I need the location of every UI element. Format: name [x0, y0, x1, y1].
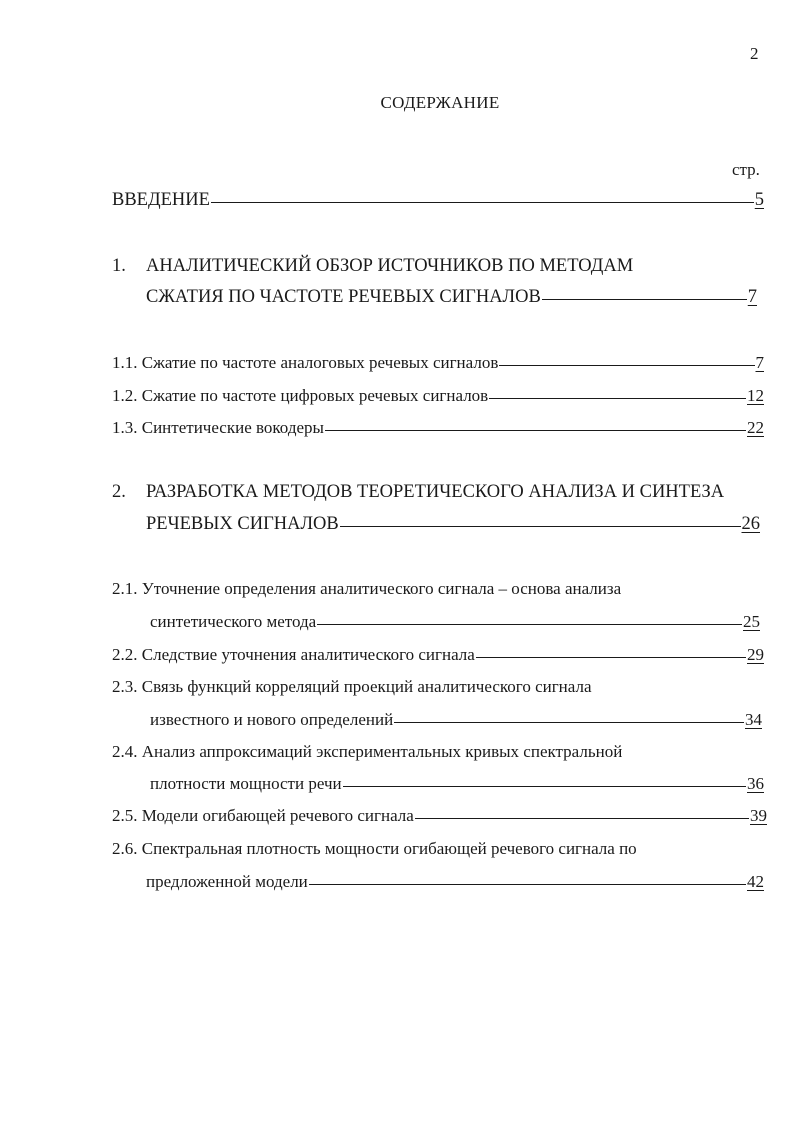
- toc-entry-2-2: [112, 645, 764, 665]
- toc-entry-title: РЕЧЕВЫХ СИГНАЛОВ: [146, 514, 339, 534]
- chapter-2-title-line1: РАЗРАБОТКА МЕТОДОВ ТЕОРЕТИЧЕСКОГО АНАЛИЗА И СИНТЕЗА: [146, 482, 725, 502]
- leader-line: [343, 786, 746, 787]
- page-number: 2: [750, 44, 759, 63]
- toc-entry-1-2: [112, 386, 764, 406]
- toc-entry-intro: [112, 190, 764, 211]
- toc-entry-2-4: [150, 774, 764, 794]
- toc-entry-title: известного и нового определений: [150, 710, 394, 729]
- leader-line: [415, 818, 749, 819]
- toc-entry-2-6: [146, 872, 764, 892]
- leader-line: [476, 657, 746, 658]
- toc-entry-2-3: [150, 710, 762, 730]
- page-column-label: стр.: [732, 160, 760, 179]
- chapter-2-title-line2: [146, 514, 760, 535]
- leader-line: [394, 722, 744, 723]
- toc-entry-2-1-line1: 2.1. Уточнение определения аналитического сигнала – основа анализа: [112, 579, 622, 598]
- toc-entry-page: 12: [747, 386, 764, 405]
- toc-entry-page: 25: [743, 612, 760, 631]
- toc-entry-2-3-line1: 2.3. Связь функций корреляций проекций аналитического сигнала: [112, 677, 592, 696]
- toc-entry-page: 36: [747, 774, 764, 793]
- leader-line: [542, 299, 747, 300]
- toc-entry-title: ВВЕДЕНИЕ: [112, 190, 210, 210]
- toc-entry-title: 1.1. Сжатие по частоте аналоговых речевых сигналов: [112, 353, 499, 372]
- leader-line: [340, 526, 741, 527]
- toc-entry-title: предложенной модели: [146, 872, 308, 891]
- toc-entry-page: 26: [741, 514, 760, 534]
- leader-line: [499, 365, 754, 366]
- toc-entry-page: 39: [750, 806, 767, 825]
- chapter-1-number: 1.: [112, 256, 126, 276]
- toc-entry-page: 42: [747, 872, 764, 891]
- toc-entry-2-6-line1: 2.6. Спектральная плотность мощности огибающей речевого сигнала по: [112, 839, 637, 858]
- toc-entry-1-3: [112, 418, 764, 438]
- toc-entry-2-5: [112, 806, 767, 826]
- toc-entry-page: 5: [754, 190, 764, 210]
- leader-line: [309, 884, 746, 885]
- toc-entry-2-1: [150, 612, 760, 632]
- toc-entry-page: 7: [755, 353, 764, 372]
- toc-entry-title: 1.2. Сжатие по частоте цифровых речевых сигналов: [112, 386, 489, 405]
- page-title: СОДЕРЖАНИЕ: [380, 93, 500, 112]
- toc-entry-page: 22: [747, 418, 764, 437]
- leader-line: [325, 430, 746, 431]
- toc-entry-title: плотности мощности речи: [150, 774, 342, 793]
- leader-line: [211, 202, 754, 203]
- toc-entry-page: 34: [745, 710, 762, 729]
- chapter-1-title-line2: [146, 287, 757, 308]
- leader-line: [317, 624, 742, 625]
- toc-entry-title: СЖАТИЯ ПО ЧАСТОТЕ РЕЧЕВЫХ СИГНАЛОВ: [146, 287, 541, 307]
- chapter-1-title-line1: АНАЛИТИЧЕСКИЙ ОБЗОР ИСТОЧНИКОВ ПО МЕТОДАМ: [146, 256, 634, 276]
- toc-entry-1-1: [112, 353, 764, 373]
- toc-entry-title: 2.5. Модели огибающей речевого сигнала: [112, 806, 414, 825]
- toc-entry-2-4-line1: 2.4. Анализ аппроксимаций экспериментальных кривых спектральной: [112, 742, 623, 761]
- toc-entry-page: 29: [747, 645, 764, 664]
- toc-entry-title: 1.3. Синтетические вокодеры: [112, 418, 324, 437]
- toc-entry-title: 2.2. Следствие уточнения аналитического сигнала: [112, 645, 475, 664]
- toc-entry-page: 7: [747, 287, 757, 307]
- leader-line: [489, 398, 746, 399]
- toc-entry-title: синтетического метода: [150, 612, 317, 631]
- chapter-2-number: 2.: [112, 482, 126, 502]
